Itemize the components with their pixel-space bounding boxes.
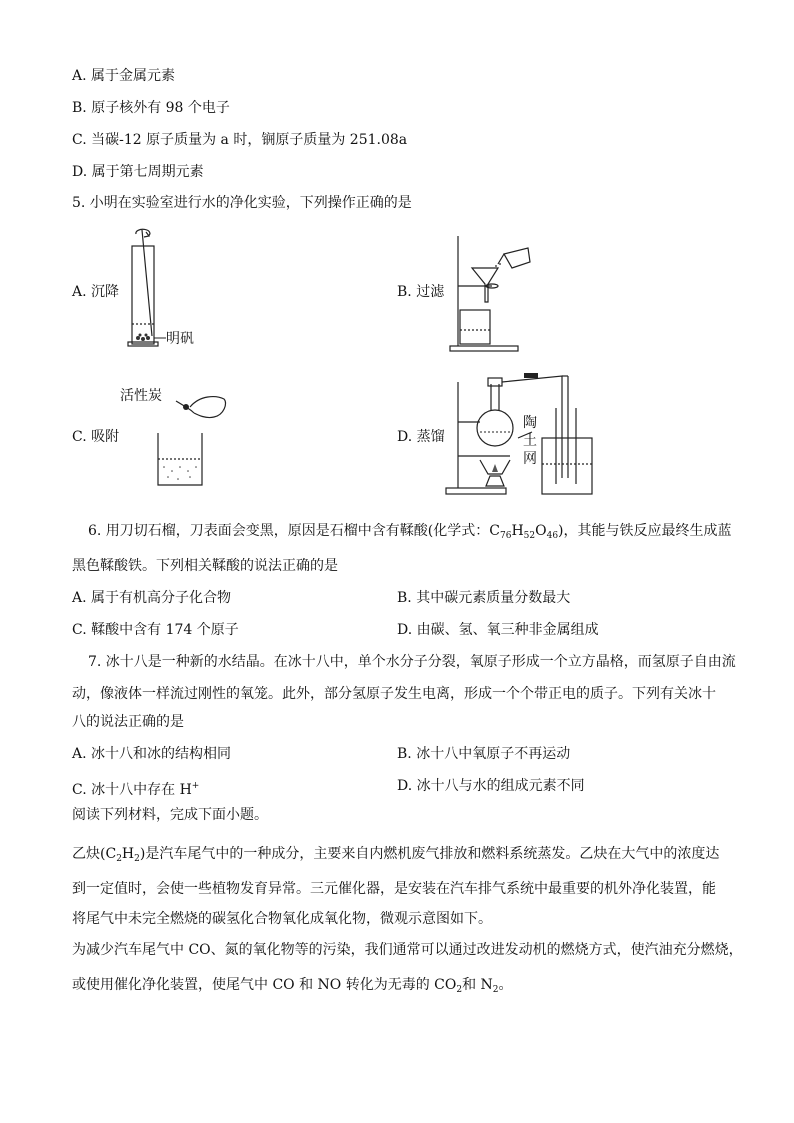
q6-option-d: D. 由碳、氢、氧三种非金属组成 [397,622,599,638]
alum-label: 明矾 [166,331,194,347]
q5-stem: 5. 小明在实验室进行水的净化实验，下列操作正确的是 [72,195,412,211]
reading-paragraph-1-line-1: 乙炔$(C_2H_2)$是汽车尾气中的一种成分，主要来自内燃机废气排放和燃料系统蒸发。乙炔在大气中的浓度达 [72,846,720,864]
q7-option-d: D. 冰十八与水的组成元素不同 [397,778,585,794]
reading-intro: 阅读下列材料，完成下面小题。 [72,807,268,823]
q5-option-b: B. 过滤 [397,284,445,300]
clay-gauze-label-3: 网 [523,451,537,467]
q5-option-c: C. 吸附 [72,429,120,445]
adsorption-figure [150,385,230,493]
q4-option-a: A. 属于金属元素 [72,68,176,84]
q5-option-d: D. 蒸馏 [397,429,445,445]
q5-option-a: A. 沉降 [72,284,120,300]
q6-option-b: B. 其中碳元素质量分数最大 [397,590,571,606]
distillation-figure [440,368,600,502]
q6-option-c: C. 鞣酸中含有 174 个原子 [72,622,239,638]
clay-gauze-label-2: 土 [523,433,537,449]
sedimentation-figure [118,228,210,353]
q4-option-b: B. 原子核外有 98 个电子 [72,100,230,116]
q7-stem-line-1: 7. 冰十八是一种新的水结晶。在冰十八中，单个水分子分裂，氧原子形成一个立方晶格，而氢原子自由流 [88,654,736,670]
q6-option-a: A. 属于有机高分子化合物 [72,590,232,606]
clay-gauze-label-1: 陶 [523,415,537,431]
filtration-figure [448,228,533,353]
reading-paragraph-1-line-2: 到一定值时，会使一些植物发育异常。三元催化器，是安装在汽车排气系统中最重要的机外净化装置，能 [72,881,716,897]
q7-option-c: C. 冰十八中存在 H+ [72,781,200,798]
q7-option-b: B. 冰十八中氧原子不再运动 [397,746,571,762]
q7-option-a: A. 冰十八和冰的结构相同 [72,746,232,762]
reading-paragraph-1-line-3: 将尾气中未完全燃烧的碳氢化合物氧化成氧化物，微观示意图如下。 [72,911,492,927]
q7-stem-line-3: 八的说法正确的是 [72,714,184,730]
q4-option-d: D. 属于第七周期元素 [72,164,204,180]
activated-carbon-label: 活性炭 [120,388,162,404]
reading-paragraph-2-line-2: 或使用催化净化装置，使尾气中 CO 和 NO 转化为无毒的 $CO_2$和 $N_2$。 [72,977,513,995]
q6-stem-line-2: 黑色鞣酸铁。下列相关鞣酸的说法正确的是 [72,558,338,574]
q7-stem-line-2: 动，像液体一样流过刚性的氧笼。此外，部分氢原子发生电离，形成一个个带正电的质子。下列有关冰十 [72,686,716,702]
reading-paragraph-2-line-1: 为减少汽车尾气中 CO、氮的氧化物等的污染，我们通常可以通过改进发动机的燃烧方式，使汽油充分燃烧， [72,942,743,958]
q4-option-c: C. 当碳-12 原子质量为 a 时，锎原子质量为 251.08a [72,132,408,148]
q6-stem-line-1: 6. 用刀切石榴，刀表面会变黑，原因是石榴中含有鞣酸(化学式：$C_{76}H_{52}O_{46}$)，其能与铁反应最终生成蓝 [88,523,732,541]
